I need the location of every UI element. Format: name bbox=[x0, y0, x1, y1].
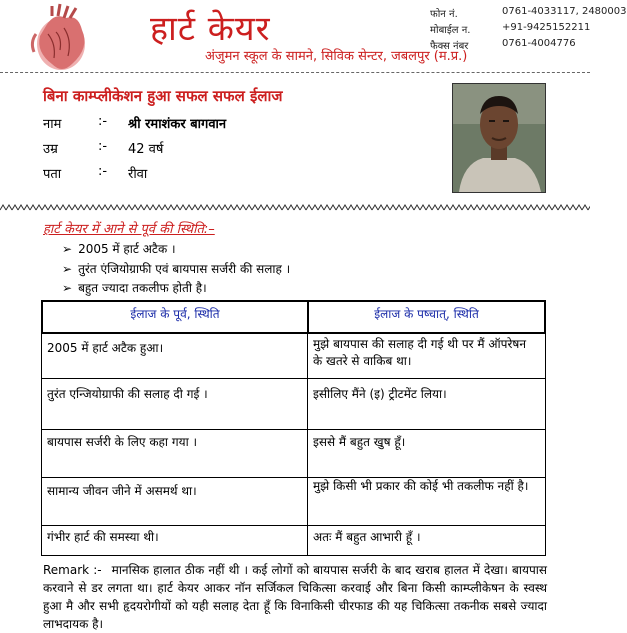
list-item bbox=[62, 260, 290, 277]
address-label: पता bbox=[43, 167, 62, 182]
table-cell-after: मुझे बायपास की सलाह दी गई थी पर मैं ऑपरेषन के खतरे से वाकिब था। bbox=[313, 337, 526, 368]
header-before-cell bbox=[41, 300, 309, 334]
name-label: नाम bbox=[43, 117, 62, 132]
clinic-address: अंजुमन स्कूल के सामने, सिविक सेन्टर, जबलपुर (म.प्र.) bbox=[205, 49, 468, 64]
column-divider bbox=[307, 334, 308, 556]
remark-paragraph bbox=[43, 561, 547, 633]
heart-logo bbox=[6, 4, 106, 76]
age-value: 42 वर्ष bbox=[128, 142, 164, 157]
header-divider bbox=[0, 72, 590, 73]
table-cell-after: इससे मैं बहुत खुष हूँ। bbox=[313, 435, 406, 449]
table-cell-before: गंभीर हार्ट की समस्या थी। bbox=[47, 530, 159, 544]
remark-label: Remark :- bbox=[43, 563, 102, 577]
section-divider bbox=[0, 197, 590, 205]
table-cell-before: तुरंत एन्जियोग्राफी की सलाह दी गई । bbox=[47, 387, 208, 401]
contact-phone-value: 0761-4033117, 2480003 bbox=[502, 6, 627, 17]
row-divider bbox=[41, 429, 546, 430]
contact-mobile-value: +91-9425152211 bbox=[502, 22, 591, 33]
arrow-bullet-icon: ➢ bbox=[62, 262, 73, 276]
table-cell-before: सामान्य जीवन जीने में असमर्थ था। bbox=[47, 484, 197, 498]
list-item bbox=[62, 279, 207, 296]
row-divider bbox=[41, 525, 546, 526]
table-cell-after: इसीलिए मैंने (इ) ट्रीटमेंट लिया। bbox=[313, 387, 447, 401]
contact-phone-label: फोन नं. bbox=[430, 9, 458, 20]
address-value: रीवा bbox=[128, 167, 148, 182]
contact-fax-label: फैक्स नंबर bbox=[430, 41, 469, 52]
table-cell-after: अतः मैं बहुत आभारी हूँ । bbox=[313, 530, 421, 544]
contact-mobile-label: मोबाईल न. bbox=[430, 25, 471, 36]
remark-text: मानसिक हालात ठीक नहीं थी । कई लोगों को बायपास सर्जरी के बाद खराब हालत में देखा। बायपास करवाने से डर लगता था। हार्ट केयर आकर नॉन सर्जिकल चिकित्सा करवाई और बिना किसी काम्प्लीकेषन के स्वस्थ हुआ मै और सभी हृदयरोगीयों को यही सलाह देता हूँ कि विनाकिसी चीरफाड की यह चिकित्सा तकनीक सबसे ज्यादा लाभदायक है। bbox=[43, 563, 548, 631]
brand-name: हार्ट केयर bbox=[150, 9, 271, 49]
arrow-bullet-icon: ➢ bbox=[62, 242, 73, 256]
contact-fax-value: 0761-4004776 bbox=[502, 38, 576, 49]
table-cell-before: बायपास सर्जरी के लिए कहा गया । bbox=[47, 435, 198, 449]
list-item bbox=[62, 240, 176, 257]
bullet-text: तुरंत एंजियोग्राफी एवं बायपास सर्जरी की सलाह । bbox=[78, 262, 291, 276]
table-cell-after: मुझे किसी भी प्रकार की कोई भी तकलीफ नहीं है। bbox=[313, 479, 529, 493]
name-separator: :- bbox=[98, 114, 108, 129]
contact-fax bbox=[430, 38, 590, 52]
before-heading: हार्ट केयर में आने से पूर्व की स्थिति:– bbox=[43, 222, 215, 237]
header-after: ईलाज के पष्चात्, स्थिति bbox=[374, 307, 479, 321]
age-separator: :- bbox=[98, 139, 108, 154]
table-cell-before: 2005 में हार्ट अटैक हुआ। bbox=[47, 341, 164, 355]
row-divider bbox=[41, 378, 546, 379]
bullet-text: 2005 में हार्ट अटैक । bbox=[78, 242, 176, 256]
arrow-bullet-icon: ➢ bbox=[62, 281, 73, 295]
name-value: श्री रमाशंकर बागवान bbox=[128, 117, 227, 132]
age-label: उम्र bbox=[43, 142, 58, 157]
header-after-cell bbox=[307, 300, 546, 334]
address-separator: :- bbox=[98, 164, 108, 179]
contact-mobile bbox=[430, 22, 590, 36]
bullet-text: बहुत ज्यादा तकलीफ होती है। bbox=[78, 281, 207, 295]
contact-phone bbox=[430, 6, 627, 20]
comparison-table bbox=[41, 300, 546, 556]
header-before: ईलाज के पूर्व, स्थिति bbox=[130, 307, 220, 321]
case-title: बिना काम्प्लीकेशन हुआ सफल सफल ईलाज bbox=[43, 87, 283, 105]
patient-photo bbox=[452, 83, 546, 193]
